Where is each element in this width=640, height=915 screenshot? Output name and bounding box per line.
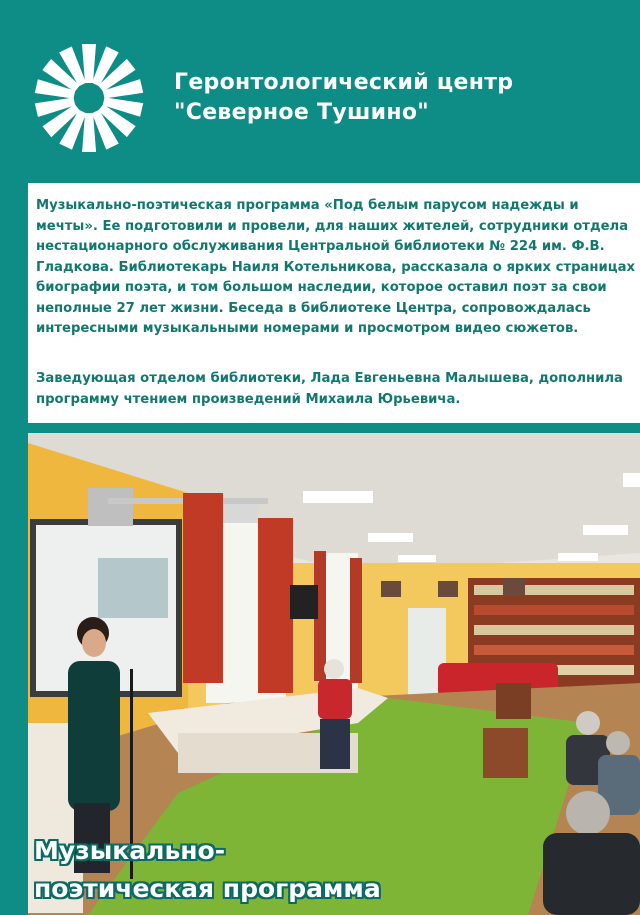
org-title-line1: Геронтологический центр	[174, 70, 514, 95]
caption-line1: Музыкально-	[34, 836, 226, 865]
sun-rays-logo-icon	[33, 42, 145, 154]
org-title	[174, 68, 513, 128]
article-paragraph-2: Заведующая отделом библиотеки, Лада Евгеньевна Малышева, дополнила программу чтением произведений Михаила Юрьевича.	[36, 371, 623, 407]
header	[0, 0, 640, 180]
caption-line2: поэтическая программа	[34, 874, 381, 903]
photo-caption	[34, 832, 381, 908]
org-title-line2: "Северное Тушино"	[174, 100, 430, 125]
article-paragraph-1: Музыкально-поэтическая программа «Под белым парусом надежды и мечты». Ее подготовили и провели, для наших жителей, сотрудники отдела нестационарного обслуживания Центральной библиотеки № 224 им. Ф.В. Гладкова. Библиотекарь Наиля Котельникова, рассказала о ярких страницах биографии поэта, и том большом наследии, которое оставил поэт за свои неполные 27 лет жизни. Беседа в библиотеке Центра, сопровождалась интересными музыкальными номерами и просмотром видео сюжетов.	[36, 198, 635, 336]
article-card	[28, 183, 640, 423]
